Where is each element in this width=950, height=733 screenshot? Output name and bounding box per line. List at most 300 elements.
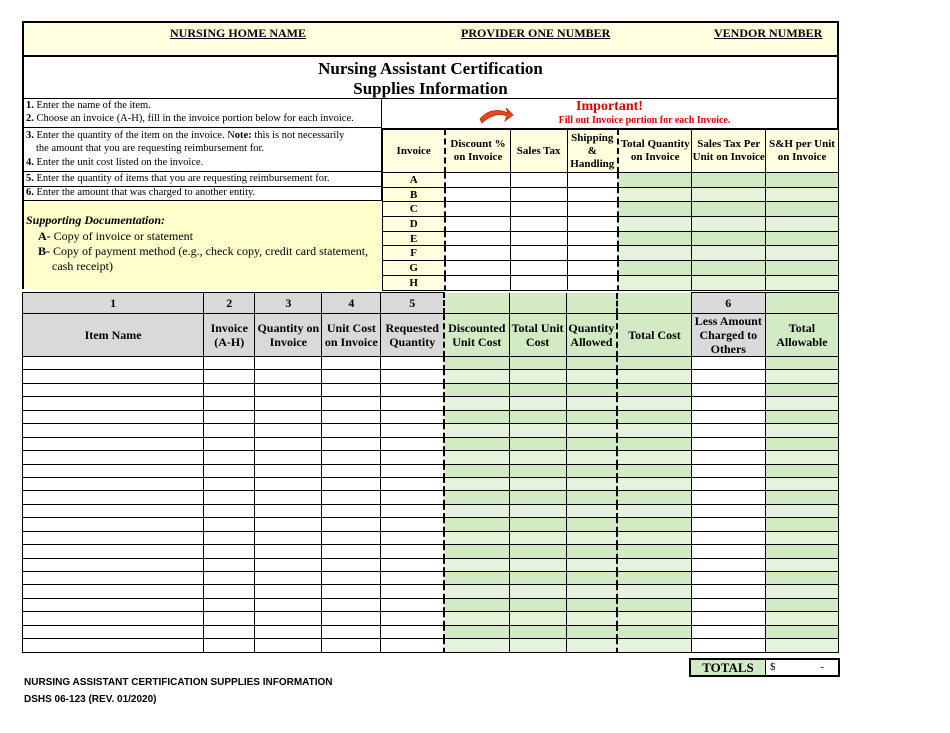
item-cell[interactable]: [509, 585, 566, 598]
item-cell[interactable]: [381, 625, 444, 638]
item-cell[interactable]: [509, 545, 566, 558]
item-cell[interactable]: [509, 397, 566, 410]
invoice-cell[interactable]: [510, 187, 567, 202]
invoice-cell[interactable]: [567, 261, 618, 276]
item-cell[interactable]: [322, 572, 381, 585]
item-cell[interactable]: [691, 639, 765, 652]
item-cell[interactable]: [617, 383, 691, 396]
item-cell[interactable]: [23, 639, 204, 652]
item-cell[interactable]: [765, 504, 838, 517]
item-cell[interactable]: [691, 545, 765, 558]
invoice-letter: A: [383, 173, 446, 188]
invoice-cell[interactable]: [692, 187, 766, 202]
item-cell[interactable]: [255, 397, 322, 410]
invoice-cell[interactable]: [510, 202, 567, 217]
item-cell[interactable]: [691, 625, 765, 638]
item-cell[interactable]: [566, 410, 617, 423]
item-cell[interactable]: [566, 545, 617, 558]
item-cell[interactable]: [322, 625, 381, 638]
item-cell[interactable]: [255, 464, 322, 477]
totals-value[interactable]: [768, 660, 838, 675]
invoice-cell[interactable]: [692, 173, 766, 188]
invoice-cell[interactable]: [510, 217, 567, 232]
item-cell[interactable]: [566, 598, 617, 611]
item-cell[interactable]: [444, 639, 509, 652]
item-cell[interactable]: [444, 585, 509, 598]
item-cell[interactable]: [322, 451, 381, 464]
item-cell[interactable]: [691, 383, 765, 396]
item-cell[interactable]: [765, 639, 838, 652]
item-cell[interactable]: [255, 477, 322, 490]
item-cell[interactable]: [255, 451, 322, 464]
item-cell[interactable]: [617, 612, 691, 625]
invoice-cell[interactable]: [567, 202, 618, 217]
item-cell[interactable]: [255, 531, 322, 544]
item-cell[interactable]: [566, 397, 617, 410]
item-cell[interactable]: [444, 437, 509, 450]
item-cell[interactable]: [765, 477, 838, 490]
item-cell[interactable]: [566, 572, 617, 585]
item-cell[interactable]: [617, 357, 691, 370]
item-cell[interactable]: [381, 612, 444, 625]
item-cell[interactable]: [204, 639, 255, 652]
item-cell[interactable]: [444, 572, 509, 585]
item-cell[interactable]: [444, 504, 509, 517]
item-cell[interactable]: [381, 477, 444, 490]
item-cell[interactable]: [381, 451, 444, 464]
invoice-cell[interactable]: [692, 275, 766, 290]
item-cell[interactable]: [255, 612, 322, 625]
item-cell[interactable]: [509, 357, 566, 370]
item-cell[interactable]: [691, 572, 765, 585]
item-cell[interactable]: [204, 451, 255, 464]
invoice-cell[interactable]: [445, 173, 510, 188]
invoice-cell[interactable]: [445, 261, 510, 276]
item-cell[interactable]: [509, 491, 566, 504]
invoice-cell[interactable]: [766, 202, 839, 217]
item-cell[interactable]: [617, 625, 691, 638]
item-cell[interactable]: [444, 451, 509, 464]
item-cell[interactable]: [204, 598, 255, 611]
invoice-cell[interactable]: [567, 231, 618, 246]
item-cell[interactable]: [204, 585, 255, 598]
item-cell[interactable]: [617, 464, 691, 477]
item-cell[interactable]: [617, 370, 691, 383]
column-header: Unit Cost on Invoice: [322, 314, 381, 357]
invoice-cell[interactable]: [567, 187, 618, 202]
item-cell[interactable]: [322, 585, 381, 598]
item-cell[interactable]: [381, 437, 444, 450]
item-cell[interactable]: [617, 545, 691, 558]
item-cell[interactable]: [204, 370, 255, 383]
item-cell[interactable]: [617, 477, 691, 490]
item-cell[interactable]: [381, 504, 444, 517]
item-cell[interactable]: [509, 437, 566, 450]
item-cell[interactable]: [765, 625, 838, 638]
item-cell[interactable]: [204, 572, 255, 585]
item-cell[interactable]: [691, 598, 765, 611]
item-cell[interactable]: [765, 424, 838, 437]
item-cell[interactable]: [322, 383, 381, 396]
item-cell[interactable]: [617, 451, 691, 464]
item-cell[interactable]: [322, 491, 381, 504]
item-cell[interactable]: [23, 410, 204, 423]
item-cell[interactable]: [322, 464, 381, 477]
item-cell[interactable]: [691, 410, 765, 423]
item-cell[interactable]: [566, 558, 617, 571]
invoice-cell[interactable]: [766, 231, 839, 246]
item-cell[interactable]: [322, 504, 381, 517]
invoice-cell[interactable]: [567, 275, 618, 290]
item-cell[interactable]: [765, 572, 838, 585]
item-cell[interactable]: [204, 558, 255, 571]
item-cell[interactable]: [381, 585, 444, 598]
invoice-letter: B: [383, 187, 446, 202]
item-cell[interactable]: [322, 397, 381, 410]
item-cell[interactable]: [617, 639, 691, 652]
item-cell[interactable]: [204, 410, 255, 423]
item-cell[interactable]: [23, 424, 204, 437]
item-cell[interactable]: [204, 625, 255, 638]
item-cell[interactable]: [322, 558, 381, 571]
item-cell[interactable]: [691, 357, 765, 370]
item-cell[interactable]: [23, 437, 204, 450]
item-cell[interactable]: [566, 504, 617, 517]
item-cell[interactable]: [509, 424, 566, 437]
item-cell[interactable]: [691, 612, 765, 625]
invoice-row: [383, 231, 839, 246]
invoice-cell[interactable]: [692, 231, 766, 246]
item-cell[interactable]: [381, 357, 444, 370]
invoice-cell[interactable]: [766, 187, 839, 202]
item-cell[interactable]: [691, 518, 765, 531]
invoice-cell[interactable]: [445, 187, 510, 202]
item-cell[interactable]: [509, 370, 566, 383]
item-cell[interactable]: [23, 545, 204, 558]
item-cell[interactable]: [566, 612, 617, 625]
item-cell[interactable]: [204, 383, 255, 396]
item-cell[interactable]: [381, 558, 444, 571]
invoice-cell[interactable]: [445, 202, 510, 217]
item-cell[interactable]: [255, 504, 322, 517]
item-cell[interactable]: [204, 397, 255, 410]
item-cell[interactable]: [765, 491, 838, 504]
item-cell[interactable]: [566, 370, 617, 383]
item-cell[interactable]: [255, 357, 322, 370]
item-cell[interactable]: [509, 598, 566, 611]
item-cell[interactable]: [765, 558, 838, 571]
item-cell[interactable]: [255, 639, 322, 652]
invoice-cell[interactable]: [692, 246, 766, 261]
item-cell[interactable]: [617, 424, 691, 437]
item-cell[interactable]: [381, 518, 444, 531]
item-cell[interactable]: [691, 464, 765, 477]
invoice-cell[interactable]: [445, 217, 510, 232]
item-cell[interactable]: [765, 383, 838, 396]
item-cell[interactable]: [322, 477, 381, 490]
item-cell[interactable]: [444, 397, 509, 410]
item-cell[interactable]: [322, 639, 381, 652]
column-header: Total Cost: [617, 314, 691, 357]
item-cell[interactable]: [204, 477, 255, 490]
column-header: Total Allowable: [765, 314, 838, 357]
item-cell[interactable]: [255, 518, 322, 531]
item-cell[interactable]: [444, 477, 509, 490]
item-cell[interactable]: [765, 545, 838, 558]
item-cell[interactable]: [204, 357, 255, 370]
invoice-cell[interactable]: [510, 173, 567, 188]
invoice-cell[interactable]: [567, 173, 618, 188]
item-cell[interactable]: [381, 639, 444, 652]
invoice-cell[interactable]: [692, 217, 766, 232]
item-cell[interactable]: [23, 625, 204, 638]
item-cell[interactable]: [204, 437, 255, 450]
item-cell[interactable]: [509, 383, 566, 396]
item-cell[interactable]: [509, 639, 566, 652]
invoice-cell[interactable]: [618, 217, 692, 232]
item-cell[interactable]: [765, 397, 838, 410]
item-cell[interactable]: [23, 612, 204, 625]
item-cell[interactable]: [691, 558, 765, 571]
item-cell[interactable]: [255, 572, 322, 585]
item-cell[interactable]: [765, 464, 838, 477]
item-cell[interactable]: [204, 612, 255, 625]
item-cell[interactable]: [617, 518, 691, 531]
item-cell[interactable]: [444, 518, 509, 531]
item-cell[interactable]: [509, 531, 566, 544]
item-cell[interactable]: [509, 625, 566, 638]
item-cell[interactable]: [566, 383, 617, 396]
item-cell[interactable]: [444, 558, 509, 571]
invoice-cell[interactable]: [618, 275, 692, 290]
item-cell[interactable]: [566, 451, 617, 464]
item-cell[interactable]: [444, 410, 509, 423]
item-cell[interactable]: [255, 545, 322, 558]
item-cell[interactable]: [322, 410, 381, 423]
item-cell[interactable]: [255, 558, 322, 571]
item-cell[interactable]: [691, 397, 765, 410]
item-cell[interactable]: [691, 451, 765, 464]
item-cell[interactable]: [444, 464, 509, 477]
invoice-cell[interactable]: [445, 275, 510, 290]
item-cell[interactable]: [23, 464, 204, 477]
item-cell[interactable]: [322, 598, 381, 611]
item-cell[interactable]: [381, 397, 444, 410]
item-cell[interactable]: [322, 518, 381, 531]
item-cell[interactable]: [444, 612, 509, 625]
item-cell[interactable]: [381, 424, 444, 437]
item-cell[interactable]: [23, 558, 204, 571]
invoice-cell[interactable]: [618, 261, 692, 276]
item-cell[interactable]: [444, 383, 509, 396]
invoice-cell[interactable]: [766, 246, 839, 261]
item-cell[interactable]: [204, 424, 255, 437]
item-cell[interactable]: [23, 383, 204, 396]
column-number: 3: [255, 293, 322, 314]
item-cell[interactable]: [691, 491, 765, 504]
item-cell[interactable]: [322, 424, 381, 437]
item-cell[interactable]: [566, 357, 617, 370]
item-cell[interactable]: [23, 572, 204, 585]
item-cell[interactable]: [566, 464, 617, 477]
item-cell[interactable]: [691, 504, 765, 517]
item-cell[interactable]: [322, 357, 381, 370]
item-cell[interactable]: [444, 545, 509, 558]
item-cell[interactable]: [381, 464, 444, 477]
item-cell[interactable]: [322, 437, 381, 450]
item-cell[interactable]: [23, 531, 204, 544]
item-cell[interactable]: [204, 518, 255, 531]
item-cell[interactable]: [23, 451, 204, 464]
item-cell[interactable]: [566, 625, 617, 638]
invoice-cell[interactable]: [692, 202, 766, 217]
invoice-cell[interactable]: [445, 231, 510, 246]
item-cell[interactable]: [23, 370, 204, 383]
item-cell[interactable]: [322, 531, 381, 544]
item-cell[interactable]: [566, 639, 617, 652]
item-cell[interactable]: [204, 545, 255, 558]
item-cell[interactable]: [255, 410, 322, 423]
item-cell[interactable]: [691, 437, 765, 450]
item-cell[interactable]: [765, 451, 838, 464]
item-cell[interactable]: [509, 558, 566, 571]
item-cell[interactable]: [322, 370, 381, 383]
item-cell[interactable]: [765, 518, 838, 531]
item-cell[interactable]: [255, 625, 322, 638]
item-cell[interactable]: [381, 410, 444, 423]
item-cell[interactable]: [204, 464, 255, 477]
item-cell[interactable]: [381, 598, 444, 611]
item-cell[interactable]: [23, 491, 204, 504]
item-cell[interactable]: [566, 424, 617, 437]
item-cell[interactable]: [617, 491, 691, 504]
item-cell[interactable]: [255, 437, 322, 450]
item-cell[interactable]: [509, 572, 566, 585]
invoice-cell[interactable]: [567, 217, 618, 232]
item-cell[interactable]: [255, 383, 322, 396]
item-cell[interactable]: [381, 491, 444, 504]
item-cell[interactable]: [255, 424, 322, 437]
item-cell[interactable]: [381, 572, 444, 585]
item-cell[interactable]: [765, 437, 838, 450]
invoice-cell[interactable]: [618, 246, 692, 261]
item-cell[interactable]: [255, 585, 322, 598]
invoice-cell[interactable]: [766, 217, 839, 232]
item-cell[interactable]: [444, 598, 509, 611]
invoice-cell[interactable]: [510, 275, 567, 290]
item-cell[interactable]: [617, 572, 691, 585]
item-cell[interactable]: [444, 491, 509, 504]
item-cell[interactable]: [23, 518, 204, 531]
item-cell[interactable]: [691, 477, 765, 490]
supporting-heading: Supporting Documentation:: [26, 213, 166, 227]
item-cell[interactable]: [566, 518, 617, 531]
item-cell[interactable]: [617, 585, 691, 598]
invoice-cell[interactable]: [510, 261, 567, 276]
item-cell[interactable]: [381, 531, 444, 544]
item-cell[interactable]: [509, 612, 566, 625]
invoice-cell[interactable]: [567, 246, 618, 261]
item-cell[interactable]: [381, 545, 444, 558]
item-cell[interactable]: [691, 531, 765, 544]
item-cell[interactable]: [691, 370, 765, 383]
item-cell[interactable]: [566, 437, 617, 450]
item-cell[interactable]: [255, 370, 322, 383]
item-cell[interactable]: [509, 410, 566, 423]
item-cell[interactable]: [691, 585, 765, 598]
item-cell[interactable]: [23, 598, 204, 611]
item-cell[interactable]: [255, 491, 322, 504]
invoice-cell[interactable]: [766, 261, 839, 276]
item-cell[interactable]: [322, 612, 381, 625]
item-cell[interactable]: [381, 383, 444, 396]
item-cell[interactable]: [617, 410, 691, 423]
invoice-cell[interactable]: [618, 187, 692, 202]
item-cell[interactable]: [566, 477, 617, 490]
item-cell[interactable]: [765, 531, 838, 544]
item-cell[interactable]: [204, 531, 255, 544]
item-cell[interactable]: [765, 598, 838, 611]
item-cell[interactable]: [617, 558, 691, 571]
column-header: Item Name: [23, 314, 204, 357]
item-cell[interactable]: [566, 491, 617, 504]
item-cell[interactable]: [204, 491, 255, 504]
invoice-cell[interactable]: [618, 231, 692, 246]
item-cell[interactable]: [444, 424, 509, 437]
invoice-cell[interactable]: [445, 246, 510, 261]
item-cell[interactable]: [509, 464, 566, 477]
item-cell[interactable]: [765, 585, 838, 598]
item-cell[interactable]: [444, 370, 509, 383]
item-cell[interactable]: [566, 585, 617, 598]
item-cell[interactable]: [617, 504, 691, 517]
invoice-cell[interactable]: [766, 275, 839, 290]
item-cell[interactable]: [444, 625, 509, 638]
invoice-cell[interactable]: [766, 173, 839, 188]
item-cell[interactable]: [566, 531, 617, 544]
item-cell[interactable]: [23, 357, 204, 370]
item-cell[interactable]: [765, 410, 838, 423]
invoice-cell[interactable]: [510, 246, 567, 261]
item-cell[interactable]: [381, 370, 444, 383]
invoice-cell[interactable]: [692, 261, 766, 276]
item-cell[interactable]: [255, 598, 322, 611]
invoice-cell[interactable]: [618, 173, 692, 188]
item-cell[interactable]: [617, 397, 691, 410]
item-cell[interactable]: [617, 531, 691, 544]
item-cell[interactable]: [765, 370, 838, 383]
item-cell[interactable]: [765, 612, 838, 625]
item-cell[interactable]: [509, 518, 566, 531]
item-cell[interactable]: [23, 585, 204, 598]
invoice-cell[interactable]: [618, 202, 692, 217]
item-cell[interactable]: [204, 504, 255, 517]
item-cell[interactable]: [617, 598, 691, 611]
item-cell[interactable]: [322, 545, 381, 558]
item-cell[interactable]: [617, 437, 691, 450]
item-cell[interactable]: [509, 451, 566, 464]
invoice-cell[interactable]: [510, 231, 567, 246]
item-cell[interactable]: [765, 357, 838, 370]
item-cell[interactable]: [444, 531, 509, 544]
item-cell[interactable]: [691, 424, 765, 437]
item-cell[interactable]: [509, 477, 566, 490]
item-cell[interactable]: [444, 357, 509, 370]
item-cell[interactable]: [23, 397, 204, 410]
item-cell[interactable]: [509, 504, 566, 517]
item-cell[interactable]: [23, 477, 204, 490]
item-cell[interactable]: [23, 504, 204, 517]
